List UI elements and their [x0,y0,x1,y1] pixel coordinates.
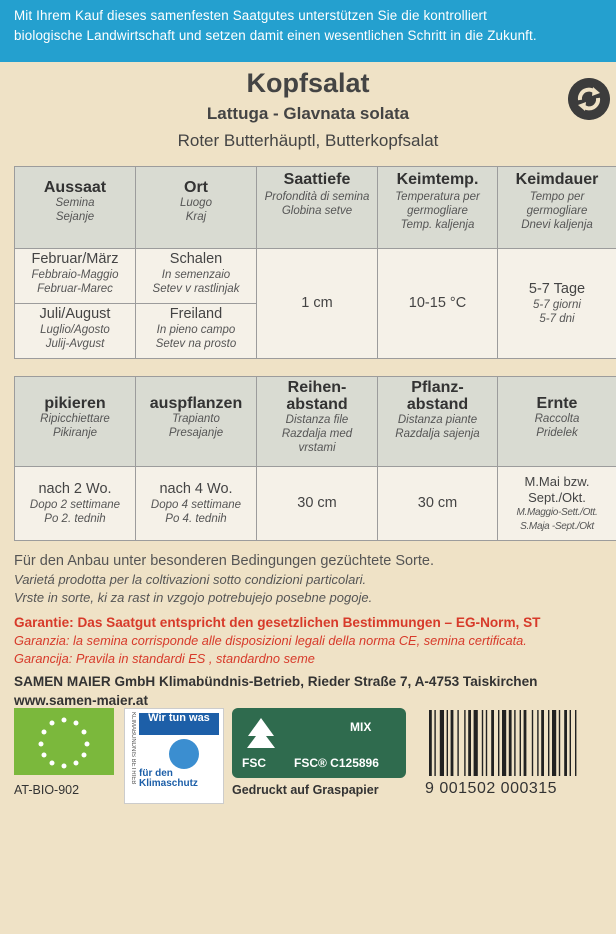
recycle-icon [568,78,610,120]
cell-aussaat-summer: Juli/August Luglio/Agosto Julij-Avgust [15,304,136,359]
header-pikieren: pikieren Ripicchiettare Pikiranje [15,377,136,467]
printed-on-note: Gedruckt auf Graspapier [232,783,379,797]
header-ernte: Ernte Raccolta Pridelek [498,377,616,467]
banner-line-1: Mit Ihrem Kauf dieses samenfesten Saatgutes unterstützen Sie die kontrolliert [14,8,488,23]
header-ort: Ort Luogo Kraj [136,167,257,249]
cell-ort-schalen: Schalen In semenzaio Setev v rastlinjak [136,249,257,304]
globe-icon [169,739,199,769]
guarantee-sl: Garancija: Pravila in standardi ES , standardno seme [14,651,315,666]
cell-ernte: M.Mai bzw. Sept./Okt. M.Maggio-Sett./Ott. S.Maja -Sept./Okt [498,467,616,541]
company-address: SAMEN MAIER GmbH Klimabündnis-Betrieb, Rieder Straße 7, A-4753 Taiskirchen [14,674,538,689]
barcode-icon [425,710,610,778]
header-pflanzabstand: Pflanz-abstand Distanza piante Razdalja sajenja [378,377,498,467]
cell-auspflanzen: nach 4 Wo. Dopo 4 settimane Po 4. tednih [136,467,257,541]
cell-saattiefe: 1 cm [257,249,378,359]
guarantee-de: Garantie: Das Saatgut entspricht den gesetzlichen Bestimmungen – EG-Norm, ST [14,615,541,630]
klima-top-label: Wir tun was [139,713,219,735]
fsc-label: FSC [242,756,266,770]
note-sl: Vrste in sorte, ki za rast in vzgojo potrebujejo posebne pogoje. [14,590,373,605]
klima-bottom-label: für den Klimaschutz [139,768,198,789]
eu-organic-logo-icon [14,708,114,775]
info-banner [0,0,616,62]
klimabuendnis-logo [124,708,224,804]
sowing-table [14,166,616,359]
header-keimdauer: Keimdauer Tempo per germogliare Dnevi kaljenja [498,167,616,249]
barcode-number: 9 001502 000315 [425,780,558,797]
cell-keimtemp: 10-15 °C [378,249,498,359]
product-title: Kopfsalat [246,68,370,98]
cell-keimdauer: 5-7 Tage 5-7 giorni 5-7 dni [498,249,616,359]
fsc-code: FSC® C125896 [294,756,379,770]
company-website: www.samen-maier.at [14,693,148,708]
notes-section [14,552,616,710]
header-keimtemp: Keimtemp. Temperatura per germogliare Temp. kaljenja [378,167,498,249]
cell-pikieren: nach 2 Wo. Dopo 2 settimane Po 2. tednih [15,467,136,541]
eu-organic-code: AT-BIO-902 [14,783,80,797]
fsc-mix-label: MIX [350,720,372,734]
cell-reihenabstand: 30 cm [257,467,378,541]
note-it: Varietá prodotta per la coltivazioni sotto condizioni particolari. [14,572,367,587]
header-auspflanzen: auspflanzen Trapianto Presajanje [136,377,257,467]
header-reihenabstand: Reihen-abstand Distanza file Razdalja med vrstami [257,377,378,467]
banner-line-2: biologische Landwirtschaft und setzen damit einen wesentlichen Schritt in die Zukunft. [14,28,537,43]
planting-table [14,376,616,541]
product-variety-names: Roter Butterhäuptl, Butterkopfsalat [177,131,439,150]
cell-ort-freiland: Freiland In pieno campo Setev na prosto [136,304,257,359]
product-subtitle: Lattuga - Glavnata solata [206,104,410,123]
header-aussaat: Aussaat Semina Sejanje [15,167,136,249]
note-de: Für den Anbau unter besonderen Bedingungen gezüchtete Sorte. [14,553,435,569]
klima-side-label: KLIMABÜNDNIS BETRIEB [130,712,136,785]
fsc-tree-icon [242,716,280,752]
fsc-logo [232,708,406,778]
cell-aussaat-spring: Februar/März Febbraio-Maggio Februar-Marec [15,249,136,304]
guarantee-it: Garanzia: la semina corrisponde alle disposizioni legali della norma CE, semina certificata. [14,633,527,648]
header-saattiefe: Saattiefe Profondità di semina Globina setve [257,167,378,249]
cell-pflanzabstand: 30 cm [378,467,498,541]
